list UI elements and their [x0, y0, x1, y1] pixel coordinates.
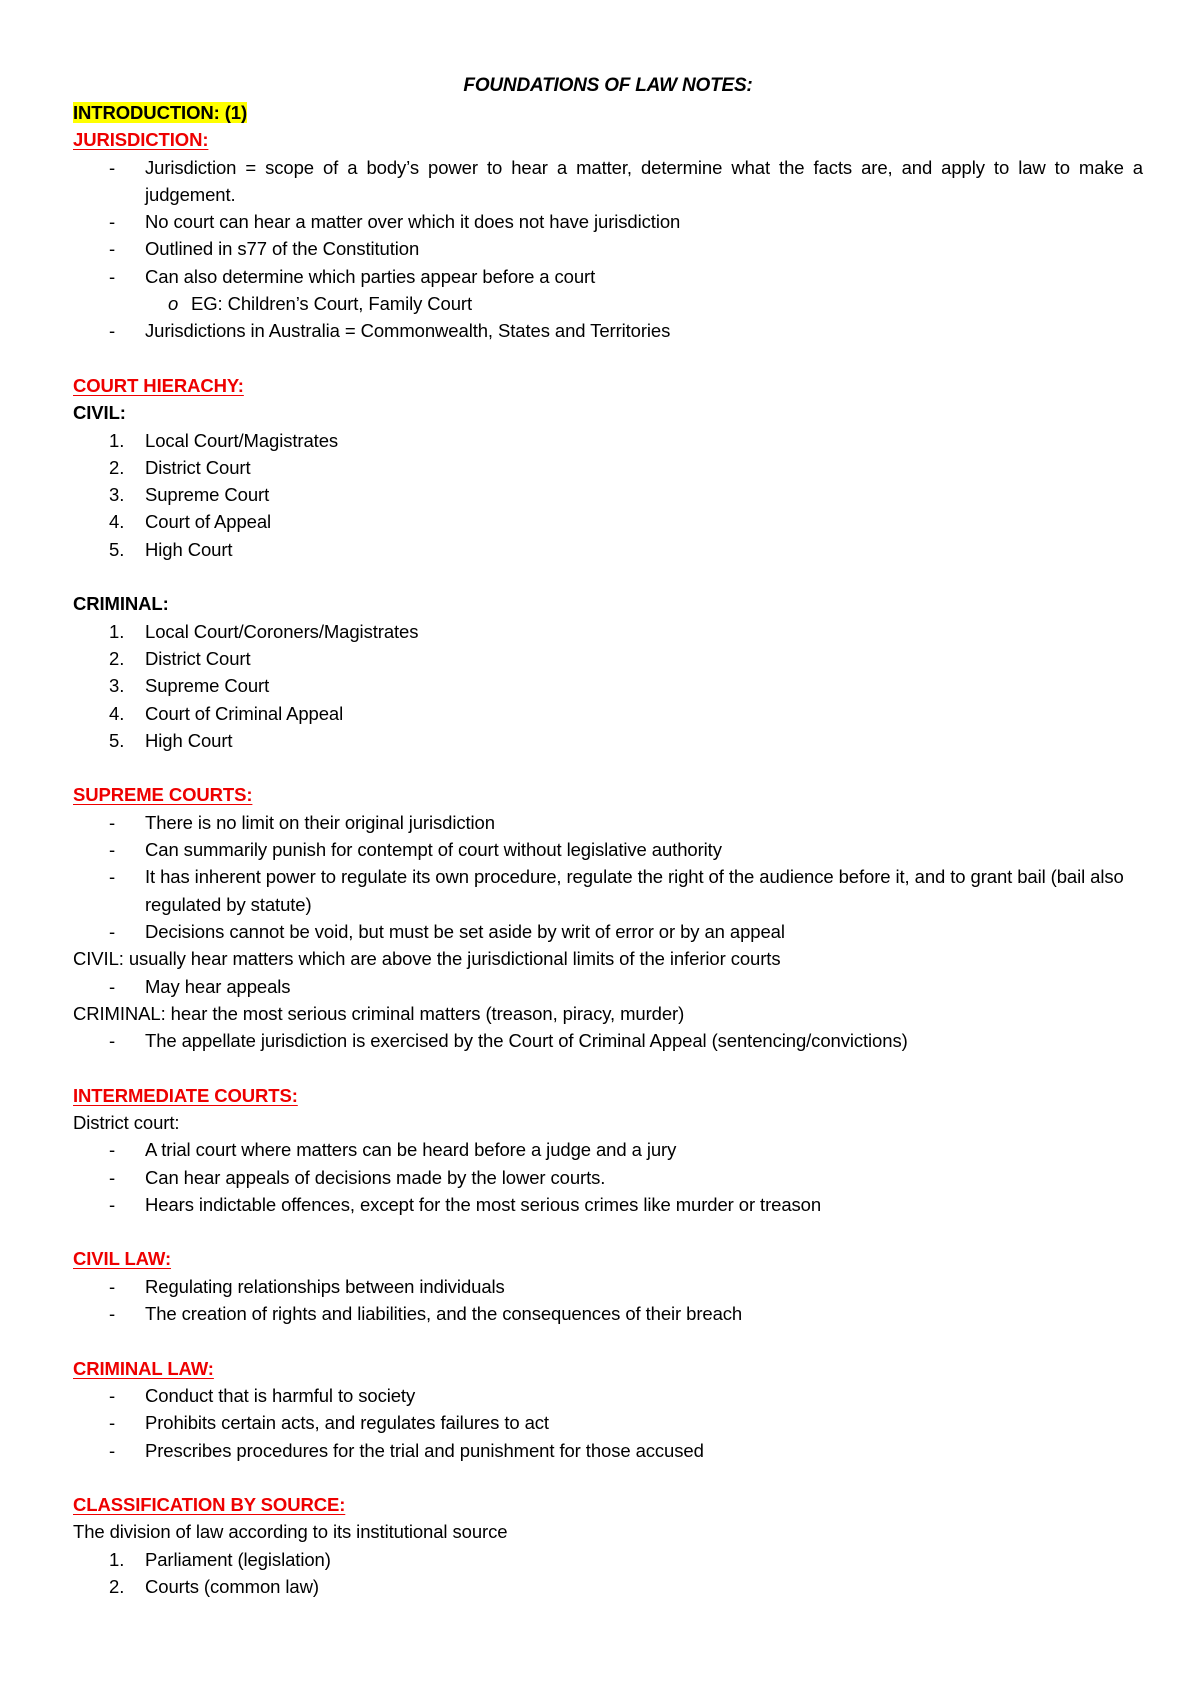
spacer: [73, 1054, 1143, 1081]
dash-bullet: -: [109, 811, 116, 833]
number-marker: 5.: [109, 538, 125, 560]
list-item-text: A trial court where matters can be heard before a judge and a jury: [145, 1139, 677, 1161]
spacer: [73, 1327, 1143, 1354]
dash-bullet: -: [109, 839, 116, 861]
dash-bullet: -: [109, 238, 116, 260]
spacer: [73, 754, 1143, 781]
list-item-text: Prohibits certain acts, and regulates failures to act: [145, 1412, 549, 1434]
list-item: [73, 1273, 1143, 1300]
list-item-text: Decisions cannot be void, but must be set aside by writ of error or by an appeal: [145, 920, 785, 942]
number-marker: 2.: [109, 647, 125, 669]
list-item-text: Conduct that is harmful to society: [145, 1384, 416, 1406]
list-item-text: District Court: [145, 456, 251, 478]
numbered-item: [73, 727, 1143, 754]
dash-bullet: -: [109, 866, 116, 888]
dash-bullet: -: [109, 1275, 116, 1297]
list-item: [73, 263, 1143, 290]
list-item-text: Supreme Court: [145, 675, 270, 697]
numbered-item: [73, 1573, 1143, 1600]
number-marker: 1.: [109, 429, 125, 451]
list-item: [73, 809, 1143, 836]
number-marker: 1.: [109, 620, 125, 642]
dash-bullet: -: [109, 1439, 116, 1461]
list-item-text: It has inherent power to regulate its own procedure, regulate the right of the audience before it, and to grant bail (bail also regulated by statute): [145, 866, 1124, 915]
dash-bullet: -: [109, 1030, 116, 1052]
list-item-text: Court of Criminal Appeal: [145, 702, 344, 724]
spacer: [73, 1218, 1143, 1245]
list-item: [73, 973, 1143, 1000]
numbered-item: [73, 700, 1143, 727]
sub-list-item: [73, 290, 1143, 317]
spacer: [73, 345, 1143, 372]
numbered-item: [73, 1546, 1143, 1573]
classification-intro: The division of law according to its institutional source: [73, 1521, 508, 1543]
numbered-item: [73, 645, 1143, 672]
spacer: [73, 563, 1143, 590]
number-marker: 5.: [109, 729, 125, 751]
dash-bullet: -: [109, 1166, 116, 1188]
list-item: [73, 208, 1143, 235]
dash-bullet: -: [109, 1412, 116, 1434]
list-item-text: Jurisdictions in Australia = Commonwealth, States and Territories: [145, 320, 671, 342]
dash-bullet: -: [109, 1139, 116, 1161]
list-item: [73, 1164, 1143, 1191]
list-item-text: Supreme Court: [145, 484, 270, 506]
number-marker: 2.: [109, 456, 125, 478]
list-item-text: Local Court/Coroners/Magistrates: [145, 620, 419, 642]
dash-bullet: -: [109, 156, 116, 178]
list-item-text: Parliament (legislation): [145, 1548, 331, 1570]
supreme-courts-heading-line: [73, 781, 1143, 808]
list-item: [73, 1136, 1143, 1163]
list-item-text: Courts (common law): [145, 1576, 319, 1598]
civil-law-heading-line: [73, 1245, 1143, 1272]
list-item-text: The appellate jurisdiction is exercised by the Court of Criminal Appeal (sentencing/convictions): [145, 1030, 908, 1052]
list-item-text: Can summarily punish for contempt of court without legislative authority: [145, 839, 722, 861]
list-item-text: Jurisdiction = scope of a body’s power to hear a matter, determine what the facts are, and apply to law to make a judgement.: [145, 156, 1143, 205]
list-item-text: EG: Children’s Court, Family Court: [191, 293, 473, 315]
list-item: [73, 1300, 1143, 1327]
list-item-text: Outlined in s77 of the Constitution: [145, 238, 420, 260]
numbered-item: [73, 427, 1143, 454]
list-item-text: Local Court/Magistrates: [145, 429, 339, 451]
document-title: FOUNDATIONS OF LAW NOTES:: [463, 75, 753, 96]
list-item: [73, 1382, 1143, 1409]
dash-bullet: -: [109, 320, 116, 342]
intermediate-courts-heading-line: [73, 1082, 1143, 1109]
document-page: [73, 72, 1143, 1600]
supreme-criminal-line: CRIMINAL: hear the most serious criminal matters (treason, piracy, murder): [73, 1002, 685, 1024]
classification-heading: CLASSIFICATION BY SOURCE:: [73, 1494, 346, 1516]
supreme-civil-line: CIVIL: usually hear matters which are above the jurisdictional limits of the inferior courts: [73, 948, 781, 970]
list-item-text: Hears indictable offences, except for the most serious crimes like murder or treason: [145, 1193, 822, 1215]
list-item: [73, 235, 1143, 262]
list-item-text: May hear appeals: [145, 975, 291, 997]
classification-heading-line: [73, 1491, 1143, 1518]
jurisdiction-heading-line: [73, 126, 1143, 153]
numbered-item: [73, 618, 1143, 645]
dash-bullet: -: [109, 1193, 116, 1215]
list-item: [73, 1191, 1143, 1218]
dash-bullet: -: [109, 265, 116, 287]
intro-heading: INTRODUCTION: (1): [73, 102, 248, 123]
number-marker: 2.: [109, 1576, 125, 1598]
list-item-text: Prescribes procedures for the trial and punishment for those accused: [145, 1439, 704, 1461]
list-item-text: There is no limit on their original jurisdiction: [145, 811, 495, 833]
intro-heading-line: [73, 99, 1143, 126]
list-item: [73, 1437, 1143, 1464]
list-item-text: Court of Appeal: [145, 511, 272, 533]
numbered-item: [73, 481, 1143, 508]
list-item-text: Can also determine which parties appear before a court: [145, 265, 596, 287]
list-item: [73, 918, 1143, 945]
jurisdiction-heading: JURISDICTION:: [73, 129, 209, 151]
criminal-law-heading-line: [73, 1355, 1143, 1382]
number-marker: 4.: [109, 511, 125, 533]
criminal-label: CRIMINAL:: [73, 593, 169, 615]
dash-bullet: -: [109, 211, 116, 233]
list-item: [73, 154, 1143, 209]
list-item: [73, 1409, 1143, 1436]
list-item-text: High Court: [145, 538, 233, 560]
number-marker: 3.: [109, 675, 125, 697]
numbered-item: [73, 536, 1143, 563]
list-item: [73, 863, 1143, 918]
number-marker: 3.: [109, 484, 125, 506]
supreme-courts-heading: SUPREME COURTS:: [73, 784, 253, 806]
list-item-text: District Court: [145, 647, 251, 669]
dash-bullet: -: [109, 1384, 116, 1406]
court-hierarchy-heading: COURT HIERACHY:: [73, 374, 244, 396]
list-item-text: Can hear appeals of decisions made by the lower courts.: [145, 1166, 606, 1188]
court-hierarchy-heading-line: [73, 372, 1143, 399]
list-item: [73, 836, 1143, 863]
list-item-text: No court can hear a matter over which it does not have jurisdiction: [145, 211, 681, 233]
circle-bullet: o: [168, 293, 179, 315]
spacer: [73, 1464, 1143, 1491]
district-court-subheading: District court:: [73, 1111, 180, 1133]
list-item-text: High Court: [145, 729, 233, 751]
intermediate-courts-heading: INTERMEDIATE COURTS:: [73, 1084, 298, 1106]
civil-law-heading: CIVIL LAW:: [73, 1248, 172, 1270]
list-item: [73, 317, 1143, 344]
numbered-item: [73, 672, 1143, 699]
list-item: [73, 1027, 1143, 1054]
list-item-text: The creation of rights and liabilities, and the consequences of their breach: [145, 1303, 743, 1325]
dash-bullet: -: [109, 1303, 116, 1325]
dash-bullet: -: [109, 920, 116, 942]
numbered-item: [73, 454, 1143, 481]
civil-label: CIVIL:: [73, 402, 126, 424]
number-marker: 1.: [109, 1548, 125, 1570]
criminal-law-heading: CRIMINAL LAW:: [73, 1357, 214, 1379]
numbered-item: [73, 508, 1143, 535]
number-marker: 4.: [109, 702, 125, 724]
dash-bullet: -: [109, 975, 116, 997]
list-item-text: Regulating relationships between individuals: [145, 1275, 505, 1297]
